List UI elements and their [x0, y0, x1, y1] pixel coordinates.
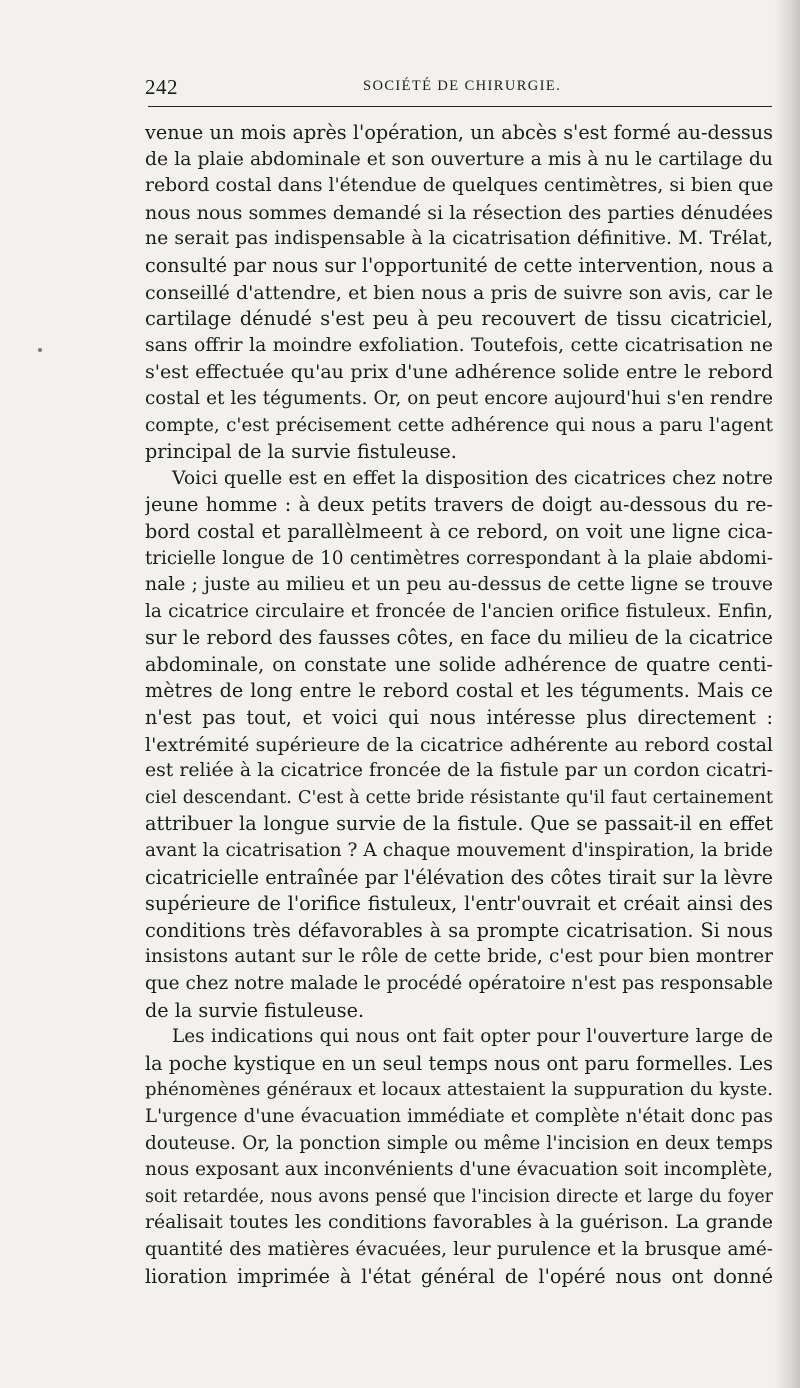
text-line: compte, c'est précisement cette adhérence qui nous a paru l'agent: [145, 414, 773, 436]
paragraph-start-line: Les indications qui nous ont fait opter pour l'ouverture large de: [172, 1026, 773, 1048]
text-line: bord costal et parallèlmeent à ce rebord, on voit une ligne cica-: [145, 519, 773, 543]
running-head: [145, 73, 771, 103]
paragraph-start-line: Voici quelle est en effet la disposition des cicatrices chez notre: [172, 467, 773, 489]
text-line: costal et les téguments. Or, on peut encore aujourd'hui s'en rendre: [145, 387, 773, 409]
text-line: rebord costal dans l'étendue de quelques centimètres, si bien que: [145, 175, 773, 197]
paper-speck: [38, 348, 42, 352]
journal-title: SOCIÉTÉ DE CHIRURGIE.: [363, 78, 562, 94]
text-line: insistons autant sur le rôle de cette bride, c'est pour bien montrer: [145, 946, 773, 968]
text-line: avant la cicatrisation ? A chaque mouvement d'inspiration, la bride: [145, 840, 773, 862]
text-line: mètres de long entre le rebord costal et les téguments. Mais ce: [145, 679, 773, 703]
text-line: douteuse. Or, la ponction simple ou même l'incision en deux temps: [145, 1132, 773, 1154]
text-line: tricielle longue de 10 centimètres correspondant à la plaie abdomi-: [145, 547, 773, 569]
text-line: soit retardée, nous avons pensé que l'incision directe et large du foyer: [145, 1186, 773, 1207]
text-line: venue un mois après l'opération, un abcès s'est formé au-dessus: [145, 121, 773, 144]
text-line: est reliée à la cicatrice froncée de la fistule par un cordon cicatri-: [145, 760, 773, 782]
text-line: la cicatrice circulaire et froncée de l'ancien orifice fistuleux. Enfin,: [145, 600, 773, 622]
text-line: sur le rebord des fausses côtes, en face du milieu de la cicatrice: [145, 626, 773, 650]
body-text: [145, 120, 773, 1290]
paragraph-end-line: principal de la survie fistuleuse.: [145, 440, 457, 464]
text-line: cicatricielle entraînée par l'élévation des côtes tirait sur la lèvre: [145, 865, 773, 889]
text-line: sans offrir la moindre exfoliation. Toutefois, cette cicatrisation ne: [145, 334, 773, 356]
text-line: que chez notre malade le procédé opératoire n'est pas responsable: [145, 973, 773, 994]
text-line: nous nous sommes demandé si la résection des parties dénudées: [145, 201, 773, 224]
text-line: l'extrémité supérieure de la cicatrice adhérente au rebord costal: [145, 733, 773, 756]
page-edge-shadow: [774, 0, 800, 1388]
text-line: L'urgence d'une évacuation immédiate et complète n'était donc pas: [145, 1105, 773, 1127]
text-line: n'est pas tout, et voici qui nous intéresse plus directement :: [145, 706, 773, 730]
text-line: jeune homme : à deux petits travers de doigt au-dessous du re-: [145, 493, 773, 517]
text-line: supérieure de l'orifice fistuleux, l'entr'ouvrait et créait ainsi des: [145, 892, 773, 916]
text-line: la poche kystique en un seul temps nous ont paru formelles. Les: [145, 1051, 773, 1075]
text-line: ne serait pas indispensable à la cicatrisation définitive. M. Trélat,: [145, 228, 773, 250]
text-line: lioration imprimée à l'état général de l'opéré nous ont donné: [145, 1264, 773, 1288]
text-line: phénomènes généraux et locaux attestaient la suppuration du kyste.: [145, 1079, 773, 1101]
text-line: cartilage dénudé s'est peu à peu recouvert de tissu cicatriciel,: [145, 307, 773, 331]
text-line: s'est effectuée qu'au prix d'une adhérence solide entre le rebord: [145, 361, 773, 384]
text-line: ciel descendant. C'est à cette bride résistante qu'il faut certainement: [145, 786, 773, 808]
text-line: de la plaie abdominale et son ouverture a mis à nu le cartilage du: [145, 148, 773, 170]
text-line: nous exposant aux inconvénients d'une évacuation soit incomplète,: [145, 1159, 773, 1181]
text-line: réalisait toutes les conditions favorables à la guérison. La grande: [145, 1212, 773, 1234]
paragraph-end-line: de la survie fistuleuse.: [145, 998, 365, 1022]
page-number: 242: [145, 75, 178, 99]
header-rule: [148, 106, 772, 107]
text-line: conseillé d'attendre, et bien nous a pris de suivre son avis, car le: [145, 281, 773, 304]
text-line: abdominale, on constate une solide adhérence de quatre centi-: [145, 652, 773, 676]
text-line: attribuer la longue survie de la fistule. Que se passait-il en effet: [145, 812, 773, 836]
text-line: conditions très défavorables à sa prompte cicatrisation. Si nous: [145, 918, 773, 942]
text-line: nale ; juste au milieu et un peu au-dessus de cette ligne se trouve: [145, 574, 773, 596]
text-line: consulté par nous sur l'opportunité de cette intervention, nous a: [145, 253, 773, 277]
text-line: quantité des matières évacuées, leur purulence et la brusque amé-: [145, 1238, 773, 1260]
